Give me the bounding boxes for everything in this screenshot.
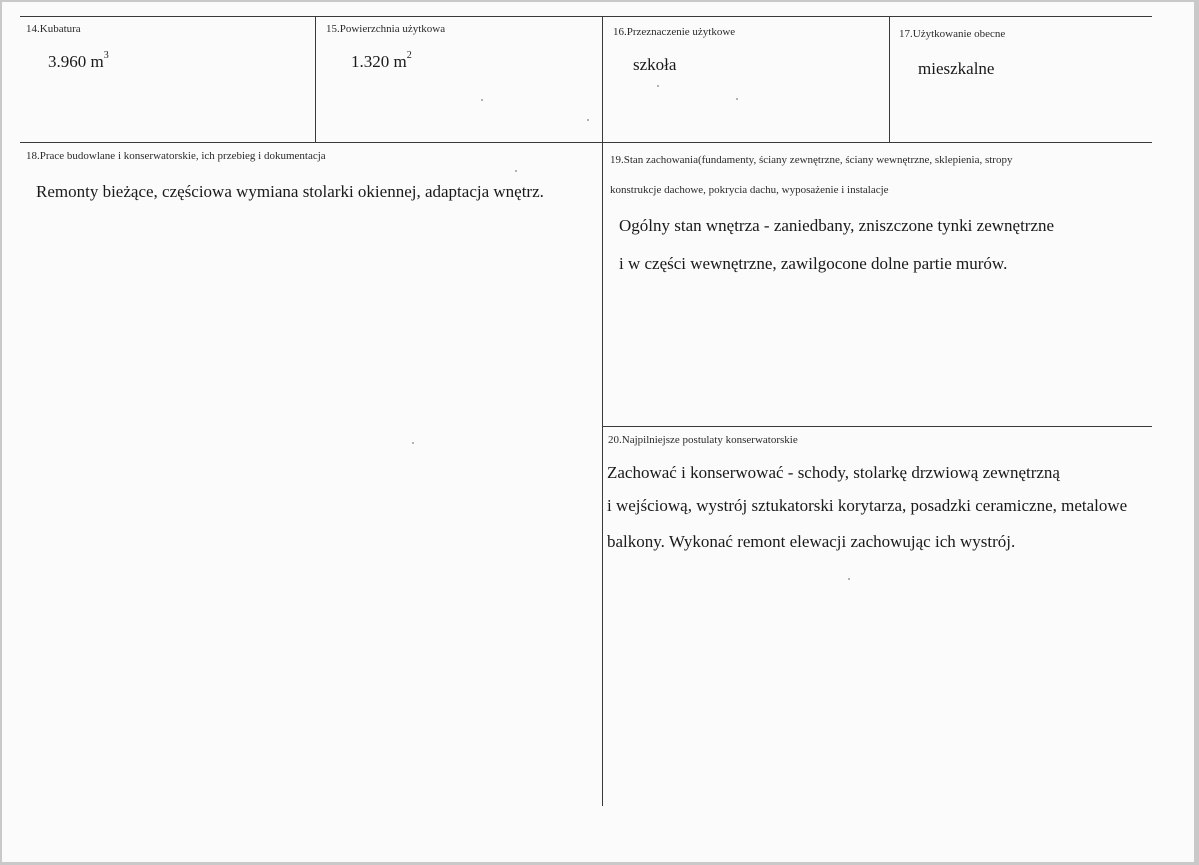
document-page	[2, 2, 1194, 862]
field-14-value-text: 3.960 m	[48, 52, 104, 71]
top-border	[20, 16, 1152, 17]
scan-speck	[657, 85, 659, 87]
scan-speck	[736, 98, 738, 100]
field-18-label: 18.Prace budowlane i konserwatorskie, ich przebieg i dokumentacja	[26, 150, 326, 162]
scan-speck	[515, 170, 517, 172]
divider-15-16	[602, 16, 603, 806]
row1-bottom-border	[20, 142, 1152, 143]
scan-speck	[481, 99, 483, 101]
field-20-text-line: balkony. Wykonać remont elewacji zachowując ich wystrój.	[607, 532, 1016, 551]
field-16-label: 16.Przeznaczenie użytkowe	[613, 26, 736, 38]
field-15-unit-sup: 2	[406, 50, 412, 61]
divider-16-17	[889, 16, 890, 143]
field-19-text-line: Ogólny stan wnętrza - zaniedbany, zniszczone tynki zewnętrzne	[619, 216, 1055, 235]
scan-speck	[848, 578, 850, 580]
field-16-value: szkoła	[633, 55, 677, 74]
section20-top-border	[602, 426, 1152, 427]
field-18-text-line: Remonty bieżące, częściowa wymiana stolarki okiennej, adaptacja wnętrz.	[36, 182, 544, 201]
field-15-label: 15.Powierzchnia użytkowa	[326, 23, 446, 35]
field-19-text-line: i w części wewnętrzne, zawilgocone dolne partie murów.	[619, 254, 1008, 273]
field-17-label: 17.Użytkowanie obecne	[899, 28, 1006, 40]
field-15-value-text: 1.320 m	[351, 52, 407, 71]
field-20-label: 20.Najpilniejsze postulaty konserwatorskie	[608, 434, 798, 446]
scan-speck	[412, 442, 414, 444]
field-20-text-line: Zachować i konserwować - schody, stolarkę drzwiową zewnętrzną	[607, 463, 1060, 482]
field-20-text-line: i wejściową, wystrój sztukatorski korytarza, posadzki ceramiczne, metalowe	[607, 496, 1128, 515]
field-19-label-line2: konstrukcje dachowe, pokrycia dachu, wyposażenie i instalacje	[610, 184, 889, 196]
field-15-value	[351, 52, 412, 72]
scan-speck	[587, 119, 589, 121]
field-17-value: mieszkalne	[918, 59, 995, 78]
field-14-unit-sup: 3	[103, 50, 109, 61]
field-14-label: 14.Kubatura	[26, 23, 81, 35]
field-14-value	[48, 52, 109, 72]
divider-14-15	[315, 16, 316, 143]
field-19-label-line1: 19.Stan zachowania(fundamenty, ściany zewnętrzne, ściany wewnętrzne, sklepienia, stropy	[610, 154, 1013, 166]
